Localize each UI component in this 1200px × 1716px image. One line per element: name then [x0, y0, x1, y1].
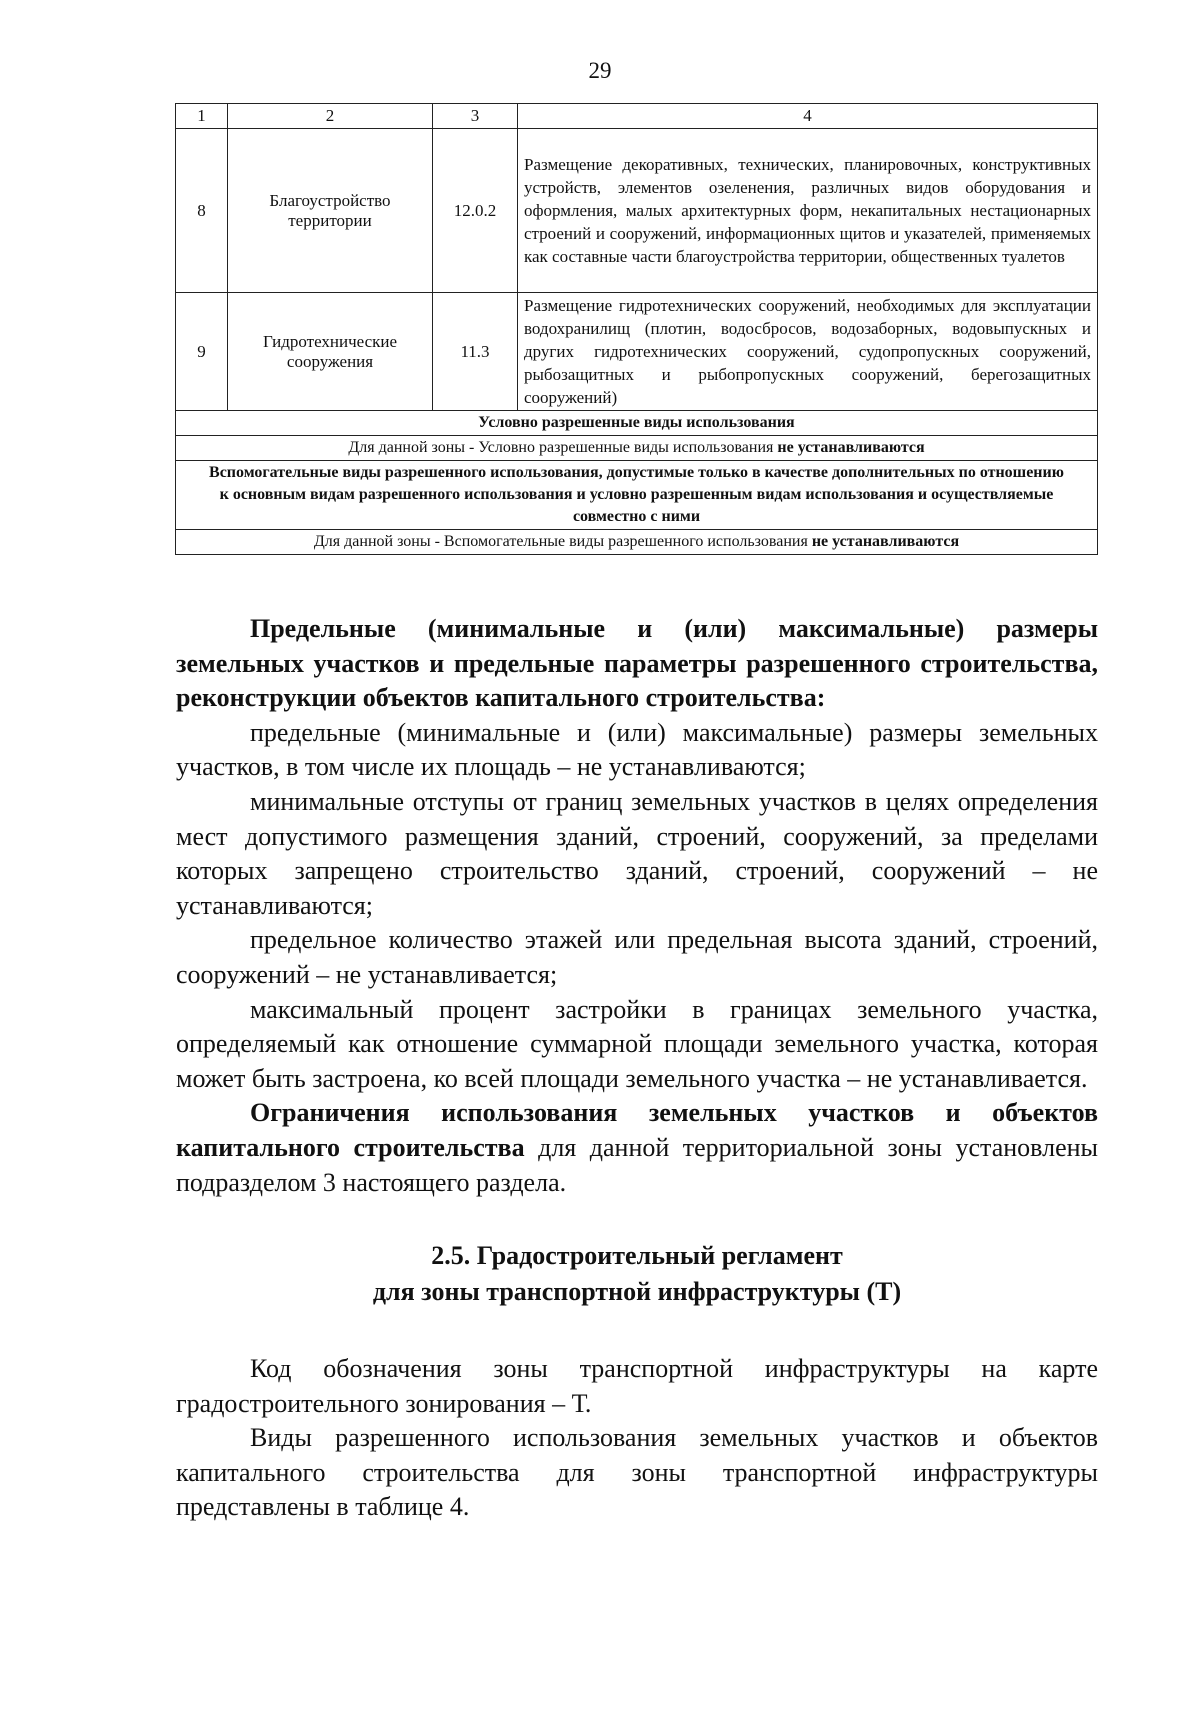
paragraph-zone-table-ref: Виды разрешенного использования земельных участков и объектов капитального строительства для зоны транспортной инфраструктуры представлены в таблице 4.: [176, 1423, 1098, 1522]
auxiliary-note-prefix: Для данной зоны - Вспомогательные виды разрешенного использования: [313, 533, 812, 550]
conditional-title-row: [176, 411, 1098, 436]
auxiliary-title-row: [176, 461, 1098, 530]
paragraph-floors: предельное количество этажей или предельная высота зданий, строений, сооружений – не устанавливается;: [176, 925, 1098, 989]
limits-heading: Предельные (минимальные и (или) максимальные) размеры земельных участков и предельные параметры разрешенного строительства, реконструкции объектов капитального строительства:: [176, 614, 1098, 713]
paragraph-zone-code: Код обозначения зоны транспортной инфраструктуры на карте градостроительного зонирования – Т.: [176, 1354, 1098, 1418]
header-cell-1: 1: [176, 104, 228, 129]
auxiliary-uses-note: [176, 530, 1098, 555]
use-name: Гидротехнические сооружения: [228, 293, 433, 411]
restrictions-rest: для данной территориальной зоны установлены подразделом 3 настоящего раздела.: [176, 1132, 1098, 1197]
conditional-note-bold: не устанавливаются: [777, 439, 925, 456]
section-heading-line-2: для зоны транспортной инфраструктуры (Т): [372, 1277, 902, 1307]
conditional-note-row: [176, 436, 1098, 461]
conditional-note-prefix: Для данной зоны - Условно разрешенные виды использования: [348, 439, 778, 456]
paragraph-plot-sizes: предельные (минимальные и (или) максимальные) размеры земельных участков, в том числе их площадь – не устанавливаются;: [176, 717, 1098, 782]
auxiliary-uses-title: Вспомогательные виды разрешенного использования, допустимые только в качестве дополнительных по отношению к основным видам разрешенного использования и условно разрешенным видам использования и осуществляемые совместно с ними: [176, 461, 1098, 530]
permitted-uses-table: [175, 103, 1098, 555]
table-row: [176, 129, 1098, 293]
table-row: [176, 293, 1098, 411]
use-description: Размещение декоративных, технических, планировочных, конструктивных устройств, элементов озеленения, различных видов оборудования и оформления, малых архитектурных форм, некапитальных нестационарных строений и сооружений, информационных щитов и указателей, применяемых как составные части благоустройства территории, общественных туалетов: [518, 129, 1098, 293]
section-heading: [176, 1238, 1098, 1310]
use-description: Размещение гидротехнических сооружений, необходимых для эксплуатации водохранилищ (плотин, водосбросов, водозаборных, водовыпускных и других гидротехнических сооружений, судопропускных сооружений, рыбозащитных и рыбопропускных сооружений, берегозащитных сооружений): [518, 293, 1098, 411]
restrictions-bold: Ограничения использования земельных участков и объектов капитального строительства: [176, 1098, 1098, 1162]
header-cell-2: 2: [228, 104, 433, 129]
paragraph-coverage: максимальный процент застройки в границах земельного участка, определяемый как отношение суммарной площади земельного участка, которая может быть застроена, ко всей площади земельного участка – не устанавливается.: [176, 994, 1098, 1093]
auxiliary-note-bold: не устанавливаются: [811, 533, 960, 550]
header-cell-3: 3: [433, 104, 518, 129]
row-number: 9: [176, 293, 228, 411]
auxiliary-note-row: [176, 530, 1098, 555]
use-name: Благоустройство территории: [228, 129, 433, 293]
table-header-row: [176, 104, 1098, 129]
use-code: 12.0.2: [433, 129, 518, 293]
main-text: [176, 612, 1098, 1525]
conditional-uses-note: [176, 436, 1098, 461]
header-cell-4: 4: [518, 104, 1098, 129]
paragraph-restrictions: [176, 1096, 1098, 1200]
row-number: 8: [176, 129, 228, 293]
page-number: 29: [588, 58, 612, 83]
section-heading-line-1: 2.5. Градостроительный регламент: [431, 1241, 843, 1271]
paragraph-setbacks: минимальные отступы от границ земельных участков в целях определения мест допустимого размещения зданий, строений, сооружений, за пределами которых запрещено строительство зданий, строений, сооружений – не устанавливаются;: [176, 786, 1098, 920]
conditional-uses-title: Условно разрешенные виды использования: [176, 411, 1098, 436]
use-code: 11.3: [433, 293, 518, 411]
